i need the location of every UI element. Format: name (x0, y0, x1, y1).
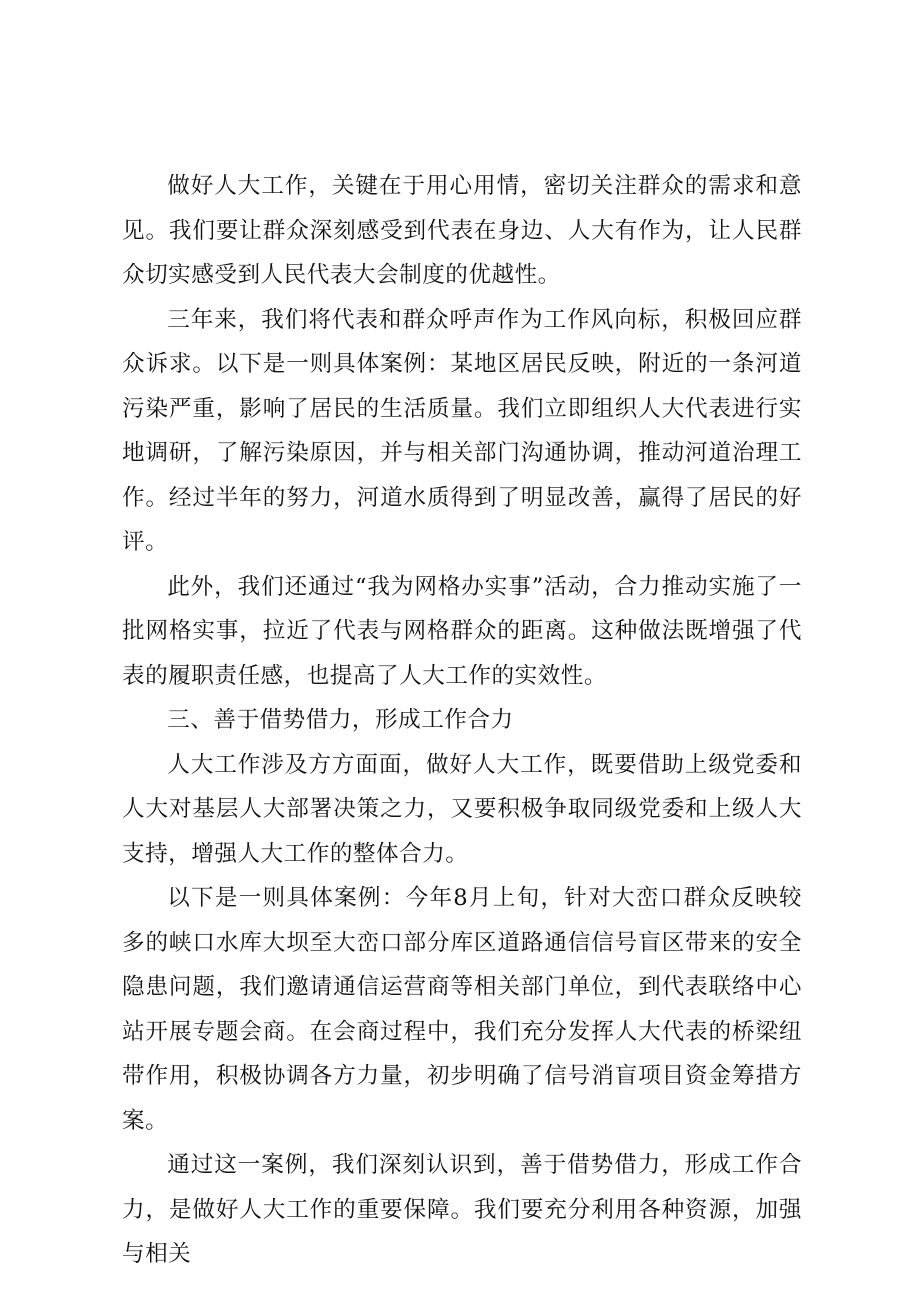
paragraph-3: 此外，我们还通过“我为网格办实事”活动，合力推动实施了一批网格实事，拉近了代表与网格群众的距离。这种做法既增强了代表的履职责任感，也提高了人大工作的实效性。 (122, 573, 802, 689)
paragraph-4: 人大工作涉及方方面面，做好人大工作，既要借助上级党委和人大对基层人大部署决策之力，又要积极争取同级党委和上级人大支持，增强人大工作的整体合力。 (122, 751, 802, 867)
paragraph-6: 通过这一案例，我们深刻认识到，善于借势借力，形成工作合力，是做好人大工作的重要保障。我们要充分利用各种资源，加强与相关 (122, 1152, 802, 1267)
document-page (122, 164, 802, 1277)
paragraph-5: 以下是一则具体案例：今年8月上旬，针对大峦口群众反映较多的峡口水库大坝至大峦口部分库区道路通信信号盲区带来的安全隐患问题，我们邀请通信运营商等相关部门单位，到代表联络中心站开展专题会商。在会商过程中，我们充分发挥人大代表的桥梁纽带作用，积极协调各方力量，初步明确了信号消盲项目资金筹措方案。 (122, 885, 802, 1134)
section-heading: 三、善于借势借力，形成工作合力 (167, 707, 514, 733)
paragraph-1: 做好人大工作，关键在于用心用情，密切关注群众的需求和意见。我们要让群众深刻感受到代表在身边、人大有作为，让人民群众切实感受到人民代表大会制度的优越性。 (122, 173, 802, 288)
paragraph-2: 三年来，我们将代表和群众呼声作为工作风向标，积极回应群众诉求。以下是一则具体案例：某地区居民反映，附近的一条河道污染严重，影响了居民的生活质量。我们立即组织人大代表进行实地调研，了解污染原因，并与相关部门沟通协调，推动河道治理工作。经过半年的努力，河道水质得到了明显改善，赢得了居民的好评。 (122, 306, 802, 555)
